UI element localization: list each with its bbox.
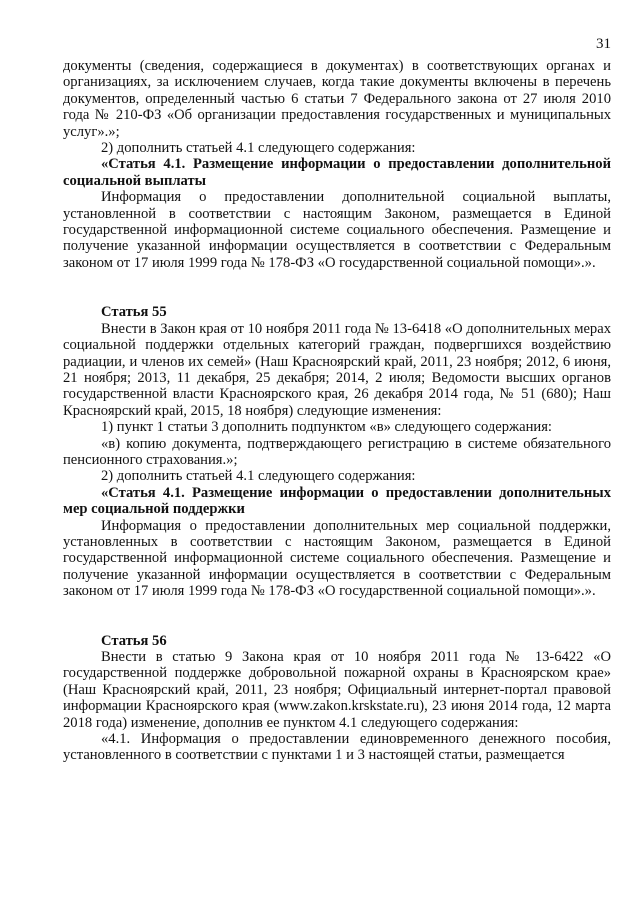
paragraph: «4.1. Информация о предоставлении единовременного денежного пособия, установленного в соответствии с пунктами 1 и 3 настоящей статьи, размещается xyxy=(63,731,611,764)
paragraph: 2) дополнить статьей 4.1 следующего содержания: xyxy=(101,140,416,157)
spacer xyxy=(63,600,611,633)
paragraph: Информация о предоставлении дополнительных мер социальной поддержки, установленных в соответствии с настоящим Законом, размещается в Единой государственной информационной системе социального обеспечения. Размещение и получение указанной информации осуществляется в соответствии с Федеральным законом от 17 июля 1999 года № 178-ФЗ «О государственной социальной помощи».». xyxy=(63,517,611,600)
paragraph: 2) дополнить статьей 4.1 следующего содержания: xyxy=(101,468,416,485)
article-4-1-heading: «Статья 4.1. Размещение информации о предоставлении дополнительных мер социальной поддержки xyxy=(63,484,611,518)
article-55-title: Статья 55 xyxy=(101,304,167,321)
paragraph: документы (сведения, содержащиеся в документах) в соответствующих органах и организациях, за исключением случаев, когда такие документы включены в перечень документов, определенный частью 6 статьи 7 Федерального закона от 27 июля 2010 года № 210-ФЗ «Об организации предоставления государственных и муниципальных услуг».»; xyxy=(63,58,611,140)
paragraph: Внести в Закон края от 10 ноября 2011 года № 13-6418 «О дополнительных мерах социальной поддержки отдельных категорий граждан, подвергшихся воздействию радиации, и членов их семей» (Наш Красноярский край, 2011, 23 ноября; 2012, 6 июня, 21 ноября; 2013, 11 декабря, 25 декабря; 2014, 2 июля; Ведомости высших органов государственной власти Красноярского края, 26 декабря 2014 года, № 51 (680); Наш Красноярский край, 2015, 18 ноября) следующие изменения: xyxy=(63,320,611,419)
page-number: 31 xyxy=(596,36,611,52)
spacer xyxy=(63,271,611,304)
document-body xyxy=(63,58,611,764)
paragraph: «в) копию документа, подтверждающего регистрацию в системе обязательного пенсионного страхования.»; xyxy=(63,435,611,468)
paragraph: Информация о предоставлении дополнительной социальной выплаты, установленной в соответствии с настоящим Законом, размещается в Единой государственной информационной системе социального обеспечения. Размещение и получение указанной информации осуществляется в соответствии с Федеральным законом от 17 июля 1999 года № 178-ФЗ «О государственной социальной помощи».». xyxy=(63,189,611,271)
article-56-title: Статья 56 xyxy=(101,632,167,649)
paragraph: 1) пункт 1 статьи 3 дополнить подпунктом «в» следующего содержания: xyxy=(101,419,552,436)
article-4-1-heading: «Статья 4.1. Размещение информации о предоставлении дополнительной социальной выплаты xyxy=(63,156,611,189)
paragraph: Внести в статью 9 Закона края от 10 ноября 2011 года № 13-6422 «О государственной поддержке добровольной пожарной охраны в Красноярском крае» (Наш Красноярский край, 2011, 23 ноября; Официальный интернет-портал правовой информации Красноярского края (www.zakon.krskstate.ru), 23 июня 2014 года, 12 марта 2018 года) изменение, дополнив ее пунктом 4.1 следующего содержания: xyxy=(63,649,611,731)
